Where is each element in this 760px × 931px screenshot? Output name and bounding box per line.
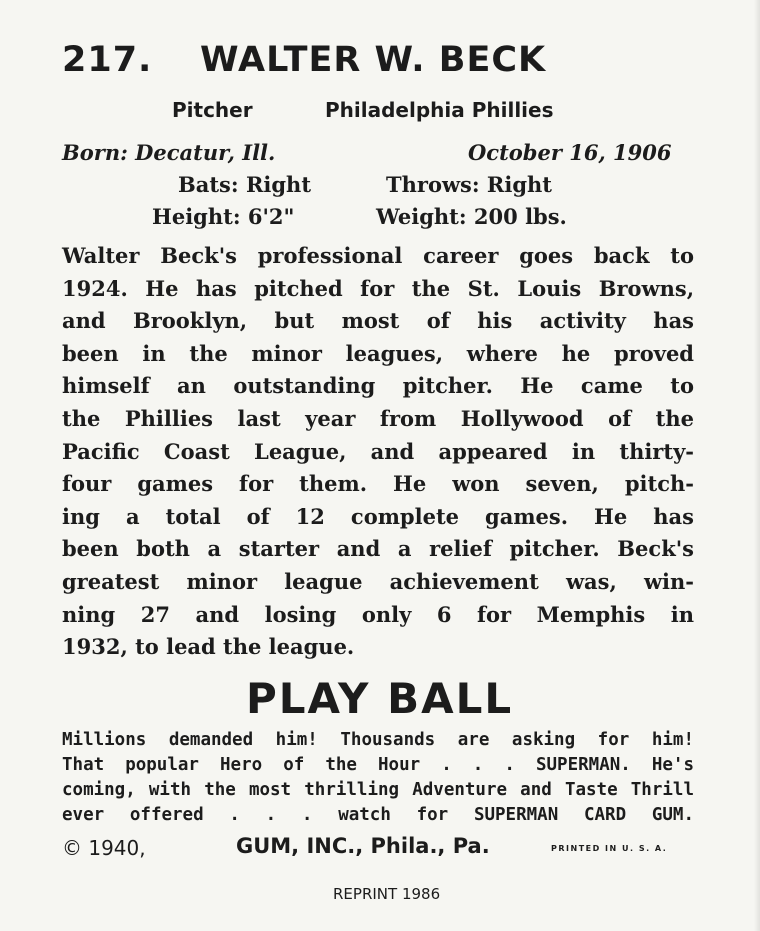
bio-line: the Phillies last year from Hollywood of the: [62, 405, 694, 431]
copyright: © 1940,: [62, 836, 146, 860]
promo-line: That popular Hero of the Hour . . . SUPERMAN. He's: [62, 755, 694, 775]
player-name: WALTER W. BECK: [200, 40, 547, 80]
throws-stat: Throws: Right: [386, 172, 553, 197]
bio-line: and Brooklyn, but most of his activity has: [62, 308, 694, 334]
play-ball-headline: PLAY BALL: [246, 674, 514, 723]
bio-line: 1932, to lead the league.: [62, 634, 355, 660]
promo-line: coming, with the most thrilling Adventure and Taste Thrill: [62, 780, 694, 800]
bio-line: four games for them. He won seven, pitch-: [62, 471, 694, 497]
bio-line: himself an outstanding pitcher. He came to: [62, 373, 694, 399]
superman-promo: [62, 728, 694, 828]
reprint-year: REPRINT 1986: [333, 885, 441, 903]
bio-line: Pacific Coast League, and appeared in thirty-: [62, 438, 694, 464]
printed-in-usa: PRINTED IN U. S. A.: [551, 844, 668, 853]
birth-date: October 16, 1906: [468, 140, 672, 165]
player-position: Pitcher: [172, 98, 253, 122]
card-number: 217.: [62, 40, 153, 80]
birthplace: Born: Decatur, Ill.: [62, 140, 276, 165]
bio-line: been both a starter and a relief pitcher. Beck's: [62, 536, 694, 562]
weight-stat: Weight: 200 lbs.: [376, 204, 567, 229]
biography: [62, 240, 694, 664]
bio-line: ning 27 and losing only 6 for Memphis in: [62, 601, 694, 627]
bio-line: 1924. He has pitched for the St. Louis Browns,: [62, 275, 694, 301]
player-team: Philadelphia Phillies: [325, 98, 554, 122]
bio-line: been in the minor leagues, where he proved: [62, 340, 694, 366]
publisher: GUM, INC., Phila., Pa.: [236, 834, 490, 858]
bio-line: ing a total of 12 complete games. He has: [62, 503, 694, 529]
bio-line: Walter Beck's professional career goes back to: [62, 243, 694, 268]
height-stat: Height: 6'2": [152, 204, 295, 229]
promo-line: ever offered . . . watch for SUPERMAN CARD GUM.: [62, 805, 694, 825]
bats-stat: Bats: Right: [178, 172, 312, 197]
promo-line: Millions demanded him! Thousands are asking for him!: [62, 730, 694, 750]
bio-line: greatest minor league achievement was, win-: [62, 568, 694, 594]
